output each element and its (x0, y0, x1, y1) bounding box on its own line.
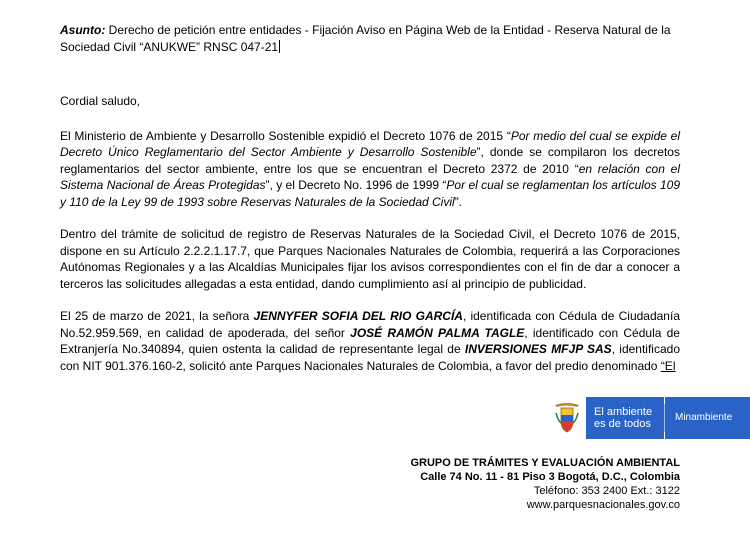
p1-text-3: ”, y el Decreto No. 1996 de 1999 “ (265, 178, 447, 192)
slogan-block (586, 397, 664, 439)
p3-property-start: “El (660, 358, 676, 373)
coat-of-arms-icon (548, 397, 586, 439)
p1-text-4: ”. (454, 194, 463, 209)
letter-body (60, 22, 680, 374)
paragraph-procedure: Dentro del trámite de solicitud de registro de Reservas Naturales de la Sociedad Civil, el Decreto 1076 de 2015, dispone en su Artículo 2.2.2.1.17.7, que Parques Nacionales Naturales de Colombia, requerirá a las Corporaciones Autónomas Regionales y a las Alcaldías Municipales fijar los avisos correspondientes con el fin de dar a conocer a terceros las solicitudes allegadas a esta entidad, dando cumplimiento así al principio de publicidad. (60, 227, 680, 291)
paragraph-decree (60, 128, 680, 211)
ministry-name: Minambiente (675, 412, 733, 423)
slogan-line-2: es de todos (594, 418, 651, 430)
paragraph-request (60, 308, 680, 374)
footer-website: www.parquesnacionales.gov.co (526, 499, 680, 511)
p3-text-4: , identificado con NIT 901.376.160-2, solicitó ante Parques Nacionales Naturales de Colombia, a favor del predio denominado (60, 342, 680, 373)
p3-text-2: , identificada con Cédula de Ciudadanía No.52.959.569, en calidad de apoderada, del señor (60, 309, 680, 340)
slogan-line-1: El ambiente (594, 406, 653, 418)
p1-italic-3: Por el cual se reglamentan los artículos 109 y 110 de la Ley 99 de 1993 sobre Reservas Naturales de la Sociedad Civil (60, 178, 680, 209)
subject-line-1: Derecho de petición entre entidades - Fijación Aviso en Página Web de la Entidad - Reserva Natural de la (105, 23, 671, 37)
subject-paragraph (60, 22, 680, 55)
subject-line-2: Sociedad Civil “ANUKWE” RNSC 047-21 (60, 39, 279, 54)
p1-text-2: ”, donde se compilaron los decretos reglamentarios del sector ambiente, entre los que se encuentran el Decreto 2372 de 2010 “ (60, 145, 680, 176)
p1-italic-2: en relación con el Sistema Nacional de Áreas Protegidas (60, 161, 680, 192)
footer-address: Calle 74 No. 11 - 81 Piso 3 Bogotá, D.C., Colombia (420, 471, 680, 483)
subject-label: Asunto: (60, 23, 106, 37)
greeting: Cordial saludo, (60, 94, 141, 108)
footer-phone: Teléfono: 353 2400 Ext.: 3122 (533, 485, 680, 497)
p3-name-applicant: JENNYFER SOFIA DEL RIO GARCÍA (253, 309, 463, 323)
p3-text-3: , identificado con Cédula de Extranjería No.340894, quien ostenta la calidad de representante legal de (60, 325, 680, 356)
footer-group: GRUPO DE TRÁMITES Y EVALUACIÓN AMBIENTAL (410, 457, 680, 469)
text-cursor (279, 40, 280, 53)
p3-text-1: El 25 de marzo de 2021, la señora (60, 309, 254, 323)
p3-name-representative: JOSÉ RAMÓN PALMA TAGLE (350, 325, 525, 340)
minambiente-logo (548, 397, 750, 439)
p1-italic-1: Por medio del cual se expide el Decreto Único Reglamentario del Sector Ambiente y Desarrollo Sostenible (60, 128, 680, 159)
letter-footer (410, 456, 680, 512)
p3-company: INVERSIONES MFJP SAS (464, 342, 612, 356)
p1-text-1: El Ministerio de Ambiente y Desarrollo Sostenible expidió el Decreto 1076 de 2015 “ (60, 128, 511, 143)
ministry-block (665, 397, 750, 439)
